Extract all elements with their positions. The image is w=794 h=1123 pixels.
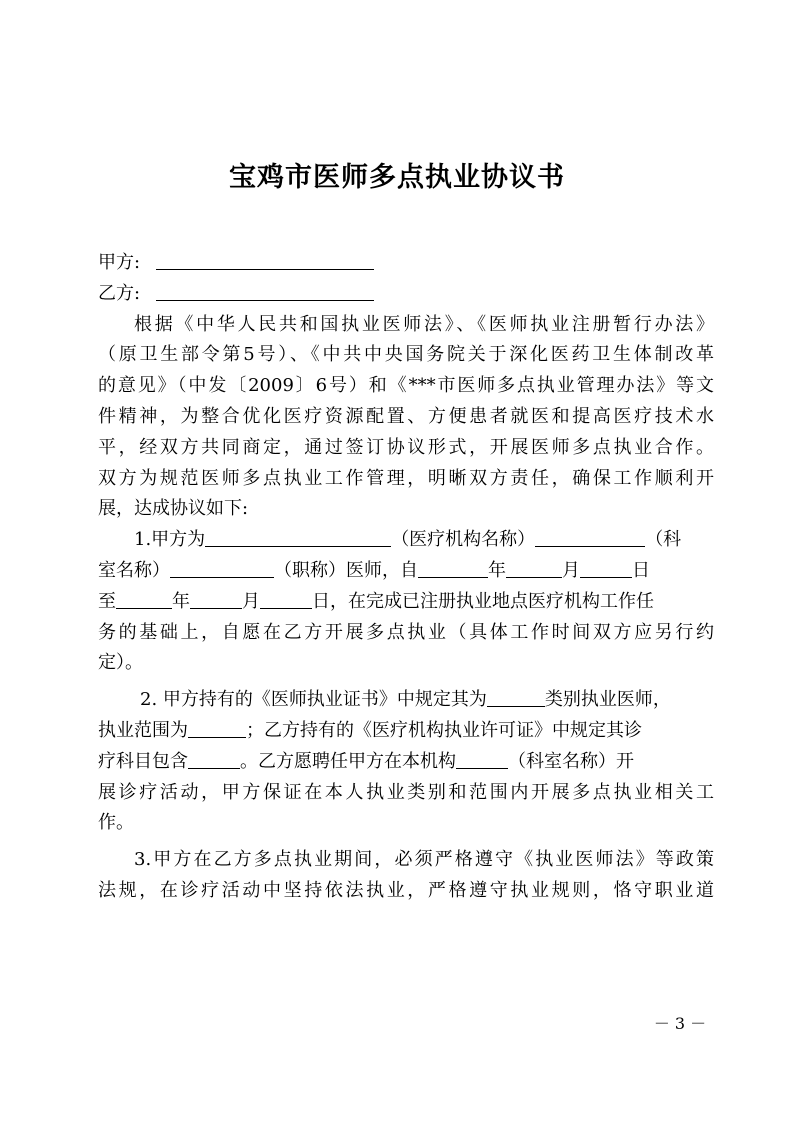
document-body <box>98 248 714 907</box>
document-title: 宝鸡市医师多点执业协议书 <box>229 162 565 193</box>
clause-2-text: ；乙方持有的《医疗机构执业许可证》中规定其诊 <box>246 719 642 741</box>
preamble-line: 件精神，为整合优化医疗资源配置、方便患者就医和提高医疗技术水 <box>98 405 714 427</box>
clause-1-text: 日 <box>632 559 650 581</box>
clause-1-line-4: 务的基础上，自愿在乙方开展多点执业（具体工作时间双方应另行约 <box>98 621 714 643</box>
clause-2-text: 类别执业医师， <box>544 689 671 711</box>
preamble-line: 的意见》（中发〔2009〕6号）和《***市医师多点执业管理办法》等文 <box>98 375 714 397</box>
preamble-line: 双方为规范医师多点执业工作管理，明晰双方责任，确保工作顺利开 <box>98 467 714 489</box>
end-month-blank[interactable] <box>190 590 242 609</box>
clause-1-text: 室名称） <box>98 559 170 581</box>
start-month-blank[interactable] <box>506 559 562 578</box>
practice-scope-blank[interactable] <box>188 719 246 738</box>
preamble-line: 根据《中华人民共和国执业医师法》、《医师执业注册暂行办法》 <box>134 313 714 335</box>
clause-2-line-2 <box>98 716 714 747</box>
party-b-line <box>98 279 714 310</box>
clause-2-text: 2. 甲方持有的《医师执业证书》中规定其为 <box>140 689 487 711</box>
department-name-blank[interactable] <box>535 528 645 547</box>
clause-1-text: 1.甲方为 <box>134 529 206 551</box>
clause-2-text: （科室名称）开 <box>508 750 634 772</box>
preamble-line: 平，经双方共同商定，通过签订协议形式，开展医师多点执业合作。 <box>98 436 714 458</box>
practice-category-blank[interactable] <box>487 688 545 707</box>
clause-1-text: 月 <box>562 559 580 581</box>
title-rank-blank[interactable] <box>170 559 274 578</box>
host-department-blank[interactable] <box>456 750 508 769</box>
preamble-line: （原卫生部令第5号）、《中共中央国务院关于深化医药卫生体制改革 <box>98 344 714 366</box>
clause-1-line-3 <box>98 587 714 618</box>
institution-name-blank[interactable] <box>205 528 391 547</box>
preamble-line: 展，达成协议如下: <box>98 498 249 520</box>
clause-1-text: 日，在完成已注册执业地点医疗机构工作任 <box>312 590 654 612</box>
clause-1-text: （科 <box>645 529 682 551</box>
page-number: － 3 － <box>653 1014 707 1033</box>
clause-3-line-2: 法规，在诊疗活动中坚持依法执业，严格遵守执业规则，恪守职业道 <box>98 879 714 901</box>
clause-2-line-1 <box>98 685 714 716</box>
clause-3-line-1: 3.甲方在乙方多点执业期间，必须严格遵守《执业医师法》等政策 <box>134 849 714 871</box>
party-a-blank[interactable] <box>156 251 374 270</box>
end-year-blank[interactable] <box>116 590 172 609</box>
party-b-label: 乙方: <box>98 282 141 304</box>
treatment-subjects-blank[interactable] <box>188 750 240 769</box>
start-year-blank[interactable] <box>418 559 488 578</box>
party-a-label: 甲方: <box>98 252 141 273</box>
clause-1-text: 年 <box>172 590 190 612</box>
clause-1-text: 月 <box>242 590 260 612</box>
clause-1-line-2 <box>98 556 714 587</box>
clause-2-text: 疗科目包含 <box>98 750 188 772</box>
clause-1-line-1 <box>98 525 714 556</box>
start-day-blank[interactable] <box>580 559 632 578</box>
clause-1-text: （医疗机构名称） <box>391 529 536 551</box>
clause-2-text: 。乙方愿聘任甲方在本机构 <box>240 750 456 772</box>
clause-1-line-5: 定）。 <box>98 652 143 674</box>
party-a-line <box>98 248 714 279</box>
clause-2-line-4: 展诊疗活动，甲方保证在本人执业类别和范围内开展多点执业相关工 <box>98 781 714 803</box>
clause-2-line-5: 作。 <box>98 812 134 834</box>
clause-1-text: 年 <box>488 559 506 581</box>
end-day-blank[interactable] <box>260 590 312 609</box>
clause-2-text: 执业范围为 <box>98 719 188 741</box>
party-b-blank[interactable] <box>156 282 374 301</box>
clause-1-text: 至 <box>98 590 116 612</box>
clause-2-line-3 <box>98 747 714 778</box>
clause-1-text: （职称）医师，自 <box>274 559 418 581</box>
